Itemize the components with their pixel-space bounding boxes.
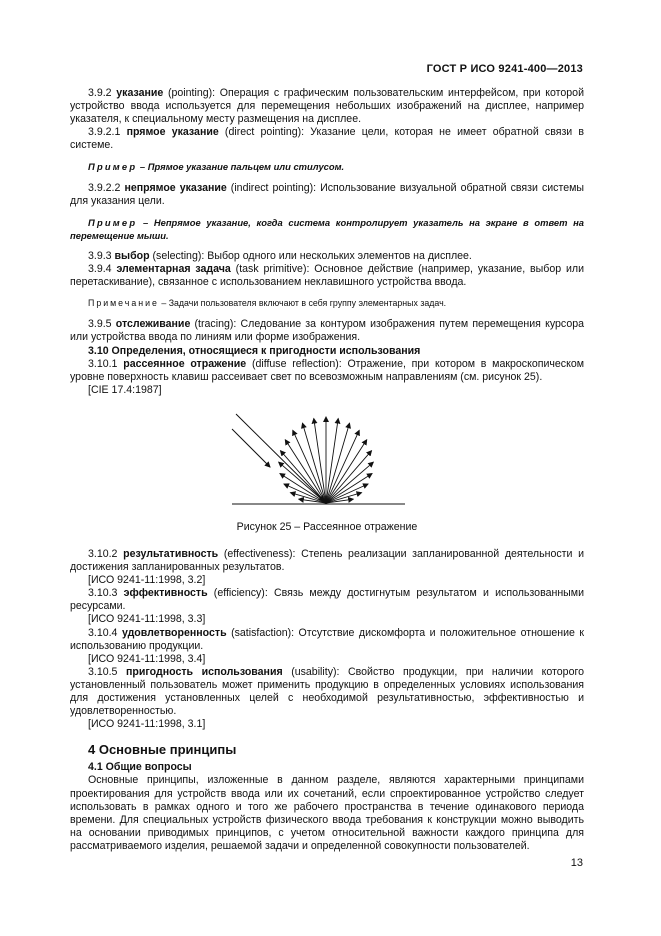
figure-25 [70,403,584,511]
paragraph-3-9-5: 3.9.5 отслеживание (tracing): Следование за контуром изображения путем перемещения курсора или устройства ввода по линиям или форме изображения. [70,318,584,344]
paragraph-3-10-4: 3.10.4 удовлетворенность (satisfaction): Отсутствие дискомфорта и положительное отношение к использованию продукции. [70,626,584,652]
note-1: Примечание – Задачи пользователя включают в себя группу элементарных задач. [88,298,447,309]
paragraph-3-9-2-2: 3.9.2.2 непрямое указание (indirect pointing): Использование визуальной обратной связи системы для указания цели. [70,181,584,207]
reference: [ИСО 9241-11:1998, 3.2] [88,574,206,587]
document-header: ГОСТ Р ИСО 9241-400—2013 [426,63,583,75]
term: элементарная задача [116,263,231,276]
paragraph-3-10-3: 3.10.3 эффективность (efficiency): Связь между достигнутым результатом и использованными ресурсами. [70,587,584,613]
reference: [ИСО 9241-11:1998, 3.4] [88,652,206,665]
example-1: Пример – Прямое указание пальцем или стилусом. [88,161,345,173]
incident-ray [232,429,270,467]
example-2: Пример – Непрямое указание, когда система контролирует указатель на экране в ответ на перемещение мыши. [70,216,584,241]
diffuse-reflection-diagram [230,411,410,511]
term: удовлетворенность [121,626,227,639]
paragraph-4-1: Основные принципы, изложенные в данном разделе, являются характерными принципами проектирования для устройств ввода или их сочетаний, если спроектированное устройство следует использовать в рамках одного и того же рабочего пространства в течение одинакового периода времени. Для специальных устройств физического ввода требования к конструкции можно выводить на основании приводимых принципов, с учетом относительной важности каждого принципа для рассматриваемого изделия, решаемой задачи и определенной совокупности пользователей. [70,774,584,852]
reflected-ray [279,462,326,503]
term: отслеживание [115,318,191,331]
paragraph-3-9-2: 3.9.2 указание (pointing): Операция с графическим пользовательским интерфейсом, при которой устройство ввода используется для перемещения небольших изображений на дисплее, например указателя, к специальному месту размещения на дисплее. [70,87,584,126]
reference: [ИСО 9241-11:1998, 3.3] [88,613,206,626]
term: результативность [123,547,219,560]
reflected-ray [326,423,350,503]
paragraph-3-10-2: 3.10.2 результативность (effectiveness): Степень реализации запланированной деятельности и достижения запланированных результатов. [70,547,584,574]
reflected-rays [279,417,374,503]
paragraph-3-9-4: 3.9.4 элементарная задача (task primitive): Основное действие (например, указание, выбор или перетаскивание), связанное с использованием неклавишного устройства ввода. [70,263,584,289]
incident-ray [236,414,324,501]
figure-caption: Рисунок 25 – Рассеянное отражение [236,520,418,533]
term: эффективность [123,587,208,600]
page-number: 13 [570,857,583,869]
paragraph-3-9-3: 3.9.3 выбор (selecting): Выбор одного или нескольких элементов на дисплее. [88,249,472,262]
page-body [70,87,584,853]
reflected-ray [326,462,373,503]
reference: [ИСО 9241-11:1998, 3.1] [88,718,206,731]
term: указание [116,87,164,99]
paragraph-3-9-2-1: 3.9.2.1 прямое указание (direct pointing): Указание цели, которая не имеет обратной связи в системе. [70,126,585,152]
term: непрямое указание [124,181,227,194]
paragraph-3-10-5: 3.10.5 пригодность использования (usability): Свойство продукции, при наличии которого установленный пользователь может применить продукцию в определенных условиях использования для достижения установленных целей с необходимой результативностью, эффективностью и удовлетворенностью. [70,665,584,718]
term: прямое указание [126,126,219,139]
term: выбор [114,249,150,262]
section-4-heading: 4 Основные принципы [88,742,237,758]
term: рассеянное отражение [123,357,247,370]
section-4-1-heading: 4.1 Общие вопросы [88,761,192,774]
paragraph-3-10-1: 3.10.1 рассеянное отражение (diffuse reflection): Отражение, при котором в макроскопическом уровне поверхность клавиш рассеивает свет по всевозможным направлениям (см. рисунок 25). [70,357,585,383]
section-3-10-heading: 3.10 Определения, относящиеся к пригодности использования [88,344,421,357]
reference: [CIE 17.4:1987] [88,383,162,396]
term: пригодность использования [126,665,283,678]
